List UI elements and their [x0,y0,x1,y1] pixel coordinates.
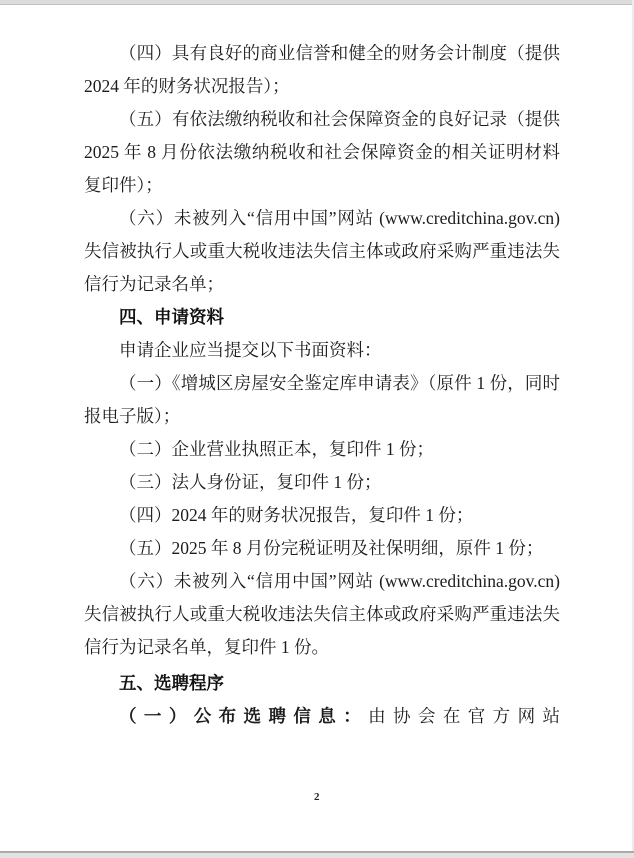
section-heading-selection-procedure: 五、选聘程序 [119,673,224,693]
page-bottom-edge [0,851,634,858]
page-footer [0,787,634,805]
section-heading-application-materials: 四、申请资料 [119,307,224,327]
paragraph-material-5-tax-proof: （五）2025 年 8 月份完税证明及社保明细，原件 1 份； [119,538,544,558]
paragraph-material-1-application-form: （一）《增城区房屋安全鉴定库申请表》（原件 1 份，同时报电子版）； [84,373,560,426]
paragraph-requirement-5-tax-social-security: （五）有依法缴纳税收和社会保障资金的良好记录（提供 2025 年 8 月份依法缴纳税收和社会保障资金的相关证明材料复印件）； [84,109,560,195]
paragraph-procedure-1-publish-info [84,700,560,733]
page-number: 2 [314,791,320,803]
paragraph-procedure-1-lead: （一）公布选聘信息： [119,706,369,726]
paragraph-materials-intro: 申请企业应当提交以下书面资料： [119,340,382,360]
paragraph-material-3-legal-person-id: （三）法人身份证，复印件 1 份； [119,472,382,492]
paragraph-material-6-credit-china-copy: （六）未被列入“信用中国”网站 (www.creditchina.gov.cn) 失信被执行人或重大税收违法失信主体或政府采购严重违法失信行为记录名单，复印件 1 份。 [84,571,560,657]
paragraph-material-4-financial-report: （四）2024 年的财务状况报告，复印件 1 份； [119,505,474,525]
paragraph-requirement-4-reputation: （四）具有良好的商业信誉和健全的财务会计制度（提供 2024 年的财务状况报告）； [84,43,560,96]
paragraph-requirement-6-credit-china: （六）未被列入“信用中国”网站 (www.creditchina.gov.cn) 失信被执行人或重大税收违法失信主体或政府采购严重违法失信行为记录名单； [84,208,560,294]
paragraph-procedure-1-rest: 由协会在官方网站 [368,706,561,726]
document-body [84,0,560,733]
paragraph-material-2-business-license: （二）企业营业执照正本，复印件 1 份； [119,439,434,459]
